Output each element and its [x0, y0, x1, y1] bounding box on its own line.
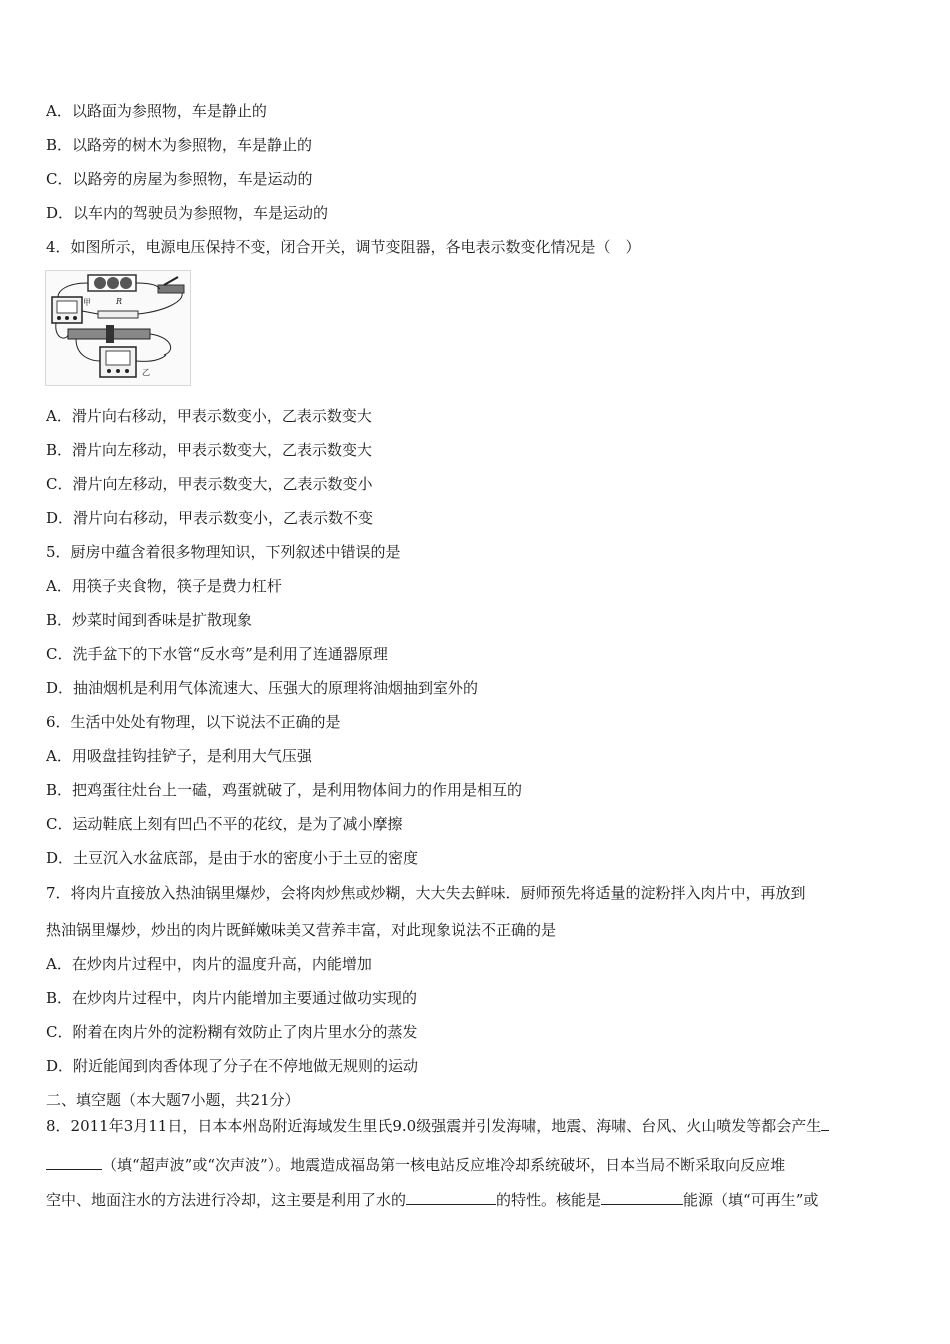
q6-option-a: A．用吸盘挂钩挂铲子，是利用大气压强 [46, 747, 312, 765]
q7-stem-line1: 7．将肉片直接放入热油锅里爆炒，会将肉炒焦或炒糊，大大失去鲜味．厨师预先将适量的淀粉拌入肉片中，再放到 [46, 884, 806, 902]
q8-line3-text-a: 空中、地面注水的方法进行冷却，这主要是利用了水的 [46, 1191, 407, 1209]
q7-option-d: D．附近能闻到肉香体现了分子在不停地做无规则的运动 [46, 1057, 419, 1075]
q5-option-b: B．炒菜时闻到香味是扩散现象 [46, 611, 253, 629]
q5-option-d: D．抽油烟机是利用气体流速大、压强大的原理将油烟抽到室外的 [46, 679, 479, 697]
figure-label-meter1: 甲 [83, 298, 91, 307]
q7-option-b: B．在炒肉片过程中，肉片内能增加主要通过做功实现的 [46, 989, 418, 1007]
q3-option-d: D．以车内的驾驶员为参照物，车是运动的 [46, 204, 329, 222]
q8-line3 [46, 1190, 910, 1210]
q4-stem: 4．如图所示，电源电压保持不变，闭合开关，调节变阻器，各电表示数变化情况是（ ） [46, 238, 641, 256]
figure-label-resistor: R [116, 297, 123, 306]
q4-option-a: A．滑片向右移动，甲表示数变小，乙表示数变大 [46, 407, 372, 425]
q7-option-c: C．附着在肉片外的淀粉糊有效防止了肉片里水分的蒸发 [46, 1023, 418, 1041]
q8-line3-text-c: 能源（填“可再生”或 [683, 1191, 819, 1209]
q3-option-c: C．以路旁的房屋为参照物，车是运动的 [46, 170, 313, 188]
section2-heading: 二、填空题（本大题7小题，共21分） [46, 1091, 300, 1109]
q3-option-a: A．以路面为参照物，车是静止的 [46, 102, 267, 120]
q8-blank-3 [601, 1190, 683, 1205]
q6-stem: 6．生活中处处有物理，以下说法不正确的是 [46, 713, 341, 731]
figure-label-meter2: 乙 [142, 368, 150, 377]
q4-circuit-figure [45, 270, 191, 386]
q4-option-d: D．滑片向右移动，甲表示数变小，乙表示数不变 [46, 509, 374, 527]
q4-option-b: B．滑片向左移动，甲表示数变大，乙表示数变大 [46, 441, 373, 459]
q8-blank-0 [821, 1116, 829, 1131]
q8-blank-1 [46, 1155, 102, 1170]
q5-option-a: A．用筷子夹食物，筷子是费力杠杆 [46, 577, 282, 595]
q7-option-a: A．在炒肉片过程中，肉片的温度升高，内能增加 [46, 955, 372, 973]
q4-option-c: C．滑片向左移动，甲表示数变大，乙表示数变小 [46, 475, 373, 493]
q6-option-c: C．运动鞋底上刻有凹凸不平的花纹，是为了减小摩擦 [46, 815, 403, 833]
q8-line1-text: 8．2011年3月11日，日本本州岛附近海域发生里氏9.0级强震并引发海啸，地震、海啸、台风、火山喷发等都会产生 [46, 1117, 822, 1135]
q6-option-b: B．把鸡蛋往灶台上一磕，鸡蛋就破了，是利用物体间力的作用是相互的 [46, 781, 523, 799]
q7-stem-line2: 热油锅里爆炒，炒出的肉片既鲜嫩味美又营养丰富，对此现象说法不正确的是 [46, 921, 557, 939]
q8-line1 [46, 1116, 910, 1136]
q8-line3-text-b: 的特性。核能是 [496, 1191, 602, 1209]
q5-option-c: C．洗手盆下的下水管“反水弯”是利用了连通器原理 [46, 645, 388, 663]
q8-line2 [46, 1155, 910, 1175]
q8-blank-2 [406, 1190, 496, 1205]
circuit-diagram-icon [46, 271, 190, 385]
q6-option-d: D．土豆沉入水盆底部，是由于水的密度小于土豆的密度 [46, 849, 419, 867]
q5-stem: 5．厨房中蕴含着很多物理知识，下列叙述中错误的是 [46, 543, 401, 561]
q8-line2-text: （填“超声波”或“次声波”）。地震造成福岛第一核电站反应堆冷却系统破坏，日本当局不断采取向反应堆 [102, 1156, 786, 1174]
q3-option-b: B．以路旁的树木为参照物，车是静止的 [46, 136, 313, 154]
